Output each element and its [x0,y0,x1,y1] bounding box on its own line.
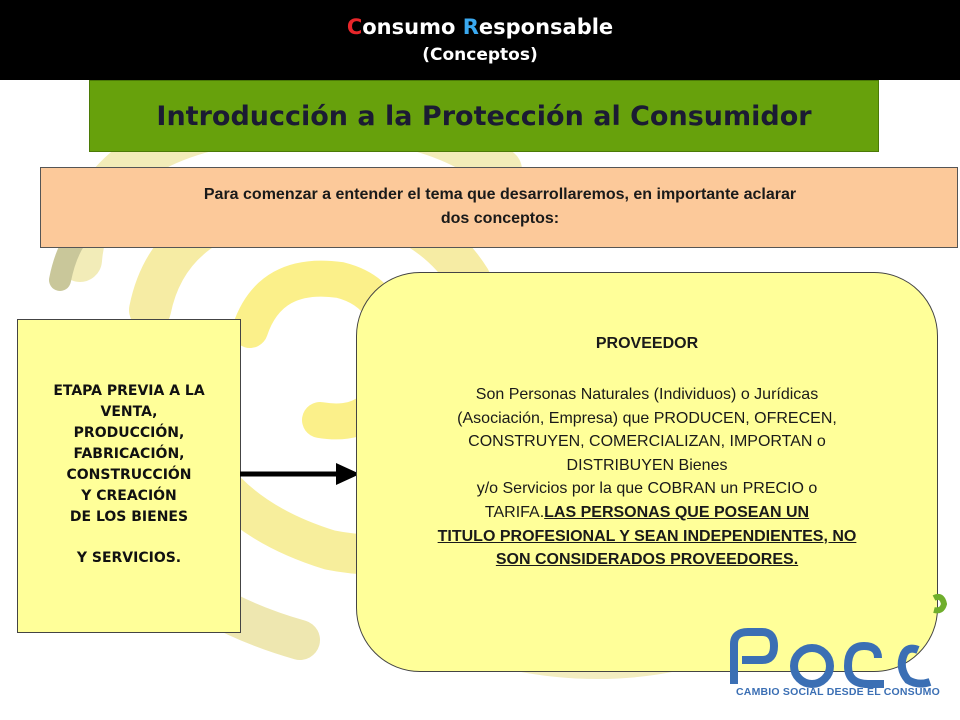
stage-text [18,381,240,528]
stage-last-line: Y SERVICIOS. [76,550,182,566]
intro-line-1: Para comenzar a entender el tema que desarrollaremos, en importante aclarar [203,186,797,203]
proveedor-line-5: y/o Servicios por la que COBRAN un PRECIO o [476,480,818,498]
stage-line-6: Y CREACIÓN [81,488,177,504]
header-title-part-3: R [462,15,479,39]
stage-line-7: DE LOS BIENES [69,509,189,525]
stage-line-4: FABRICACIÓN, [73,446,185,462]
header-title-part-4: esponsable [478,15,614,39]
proveedor-bold-line-1: TITULO PROFESIONAL Y SEAN INDEPENDIENTES, NO [437,527,857,545]
odecu-logo-icon [728,588,960,720]
proveedor-definition [357,383,937,572]
stage-line-5: CONSTRUCCIÓN [66,467,192,483]
intro-line-2: dos conceptos: [440,210,560,227]
page-title: Introducción a la Protección al Consumidor [156,100,812,132]
header-subtitle: (Conceptos) [422,45,538,65]
header-title-part-1: C [346,15,363,39]
proveedor-line-6 [357,501,937,525]
proveedor-line-2: (Asociación, Empresa) que PRODUCEN, OFRECEN, [457,409,837,427]
proveedor-title: PROVEEDOR [595,335,699,352]
proveedor-line-4: DISTRIBUYEN Bienes [566,456,728,474]
stage-line-2: VENTA, [100,404,158,420]
proveedor-line-3: CONSTRUYEN, COMERCIALIZAN, IMPORTAN o [468,433,826,451]
proveedor-line-6-bold: LAS PERSONAS QUE POSEAN UN [544,503,810,521]
arrow-right-icon [240,462,362,486]
proveedor-line-1: Son Personas Naturales (Individuos) o Jurídicas [475,386,819,403]
stage-line-3: PRODUCCIÓN, [73,425,185,441]
header-title [0,15,960,39]
proveedor-bold-line-2: SON CONSIDERADOS PROVEEDORES. [495,551,799,569]
logo-caption: CAMBIO SOCIAL DESDE EL CONSUMO [736,686,940,698]
stage-line-1: ETAPA PREVIA A LA [53,383,205,399]
header-title-part-2: onsumo [362,15,463,39]
intro-box [40,167,958,248]
section-banner [89,80,879,152]
header-bar [0,0,960,80]
proveedor-line-6-normal: TARIFA. [484,503,545,521]
stage-box [17,319,241,633]
